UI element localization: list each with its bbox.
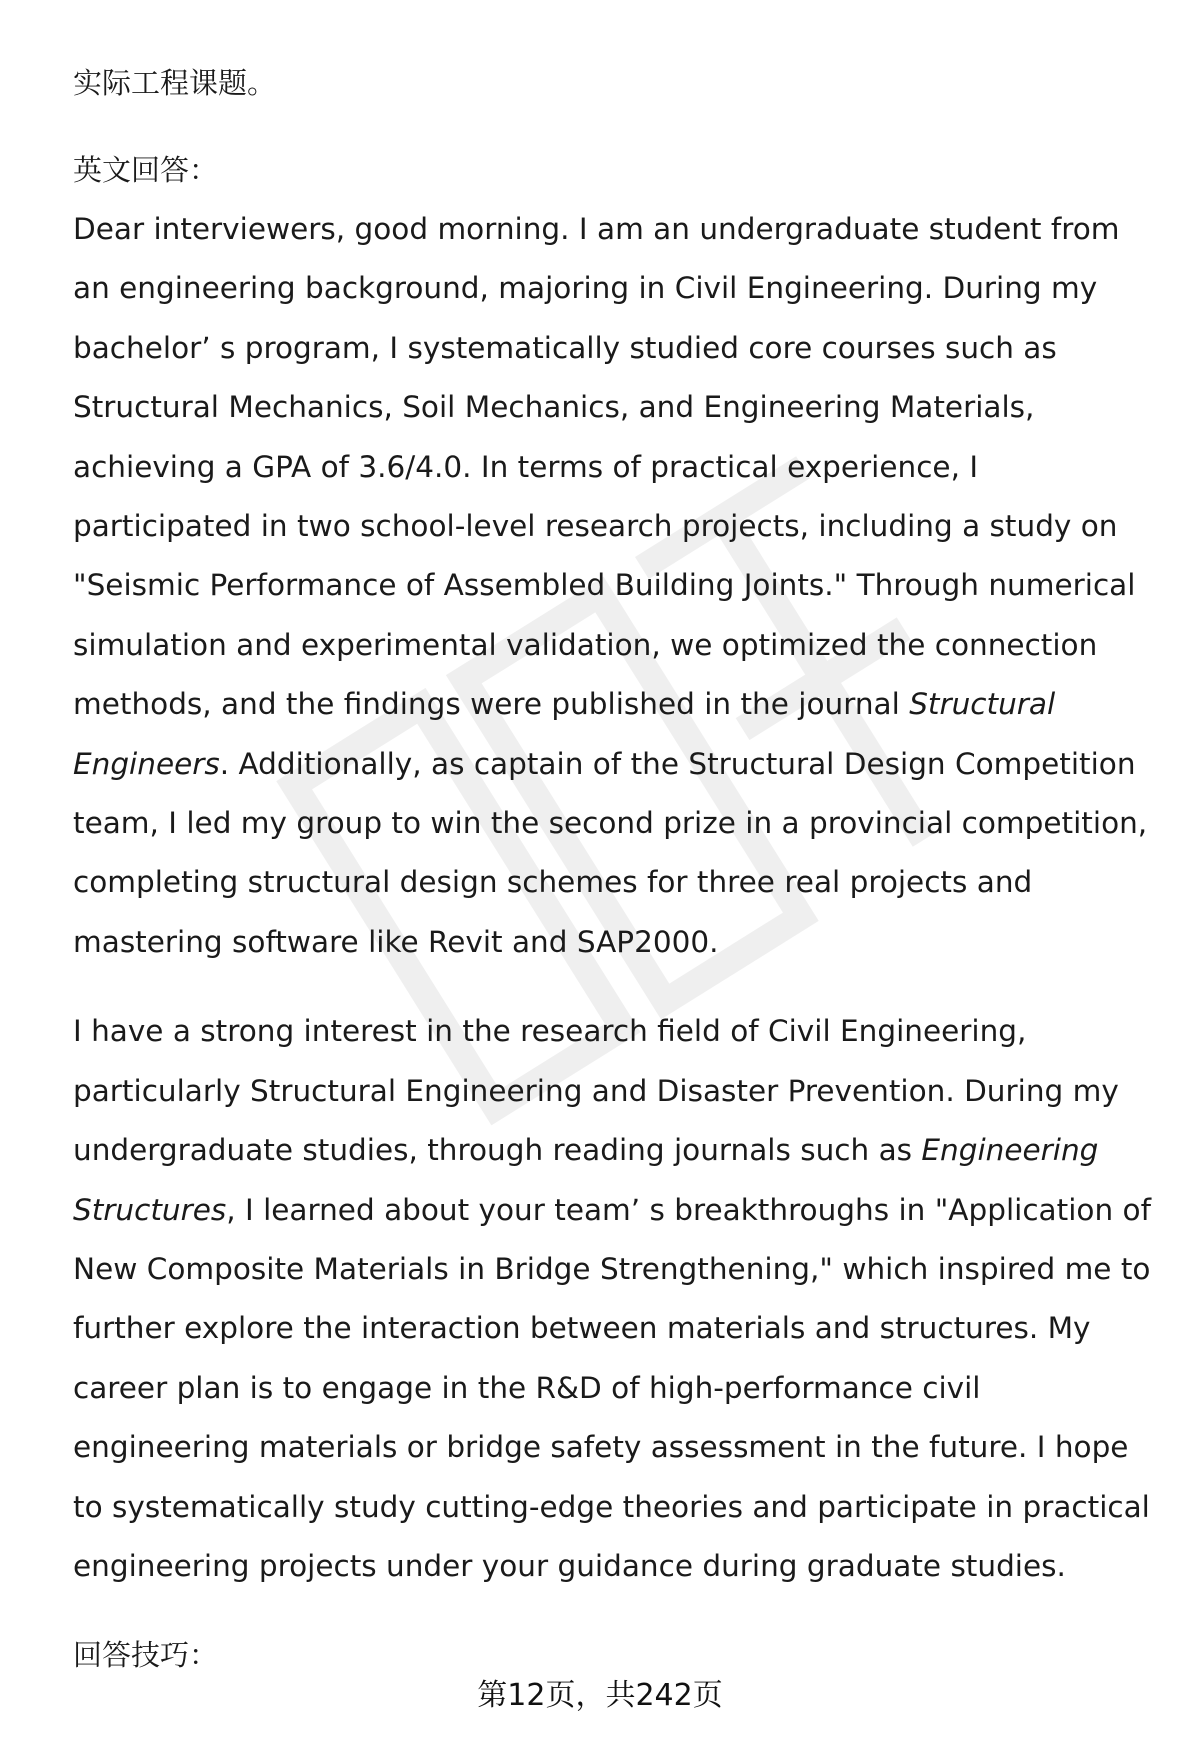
page-footer: 第12页，共242页 xyxy=(477,1678,723,1713)
journal-title-engineering-structures: Engineering Structures xyxy=(73,1133,1099,1227)
paragraph-1-text-b: . Additionally, as captain of the Structural Design Competition team, I led my group to win the second prize in a provincial competition, completing structural design schemes for three real projects and mastering software like Revit and SAP2000. xyxy=(73,746,1148,959)
paragraph-1-text-a: Dear interviewers, good morning. I am an undergraduate student from an engineering background, majoring in Civil Engineering. During my bachelor’ s program, I systematically studied core courses such as Structural Mechanics, Soil Mechanics, and Engineering Materials, achieving a GPA of 3.6/4.0. In terms of practical experience, I participated in two school-level research projects, including a study on "Seismic Performance of Assembled Building Joints." Through numerical simulation and experimental validation, we optimized the connection methods, and the findings were published in the journal xyxy=(73,212,1136,722)
paragraph-2-text-b: , I learned about your team’ s breakthroughs in "Application of New Composite Materials in Bridge Strengthening," which inspired me to further explore the interaction between materials and structures. My career plan is to engage in the R&D of high-performance civil engineering materials or bridge safety assessment in the future. I hope to systematically study cutting-edge theories and participate in practical engineering projects under your guidance during graduate studies. xyxy=(73,1192,1151,1583)
journal-title-structural-engineers: Structural Engineers xyxy=(73,687,1056,781)
document-content xyxy=(73,54,1163,1686)
answer-paragraph-2 xyxy=(73,1002,1163,1596)
answer-paragraph-1 xyxy=(73,200,1163,972)
intro-line: 实际工程课题。 xyxy=(73,66,277,100)
paragraph-2-text-a: I have a strong interest in the research field of Civil Engineering, particularly Structural Engineering and Disaster Prevention. During my undergraduate studies, through reading journals such as xyxy=(73,1014,1119,1168)
answer-tips-heading: 回答技巧： xyxy=(73,1638,219,1673)
english-answer-heading: 英文回答： xyxy=(73,152,219,187)
